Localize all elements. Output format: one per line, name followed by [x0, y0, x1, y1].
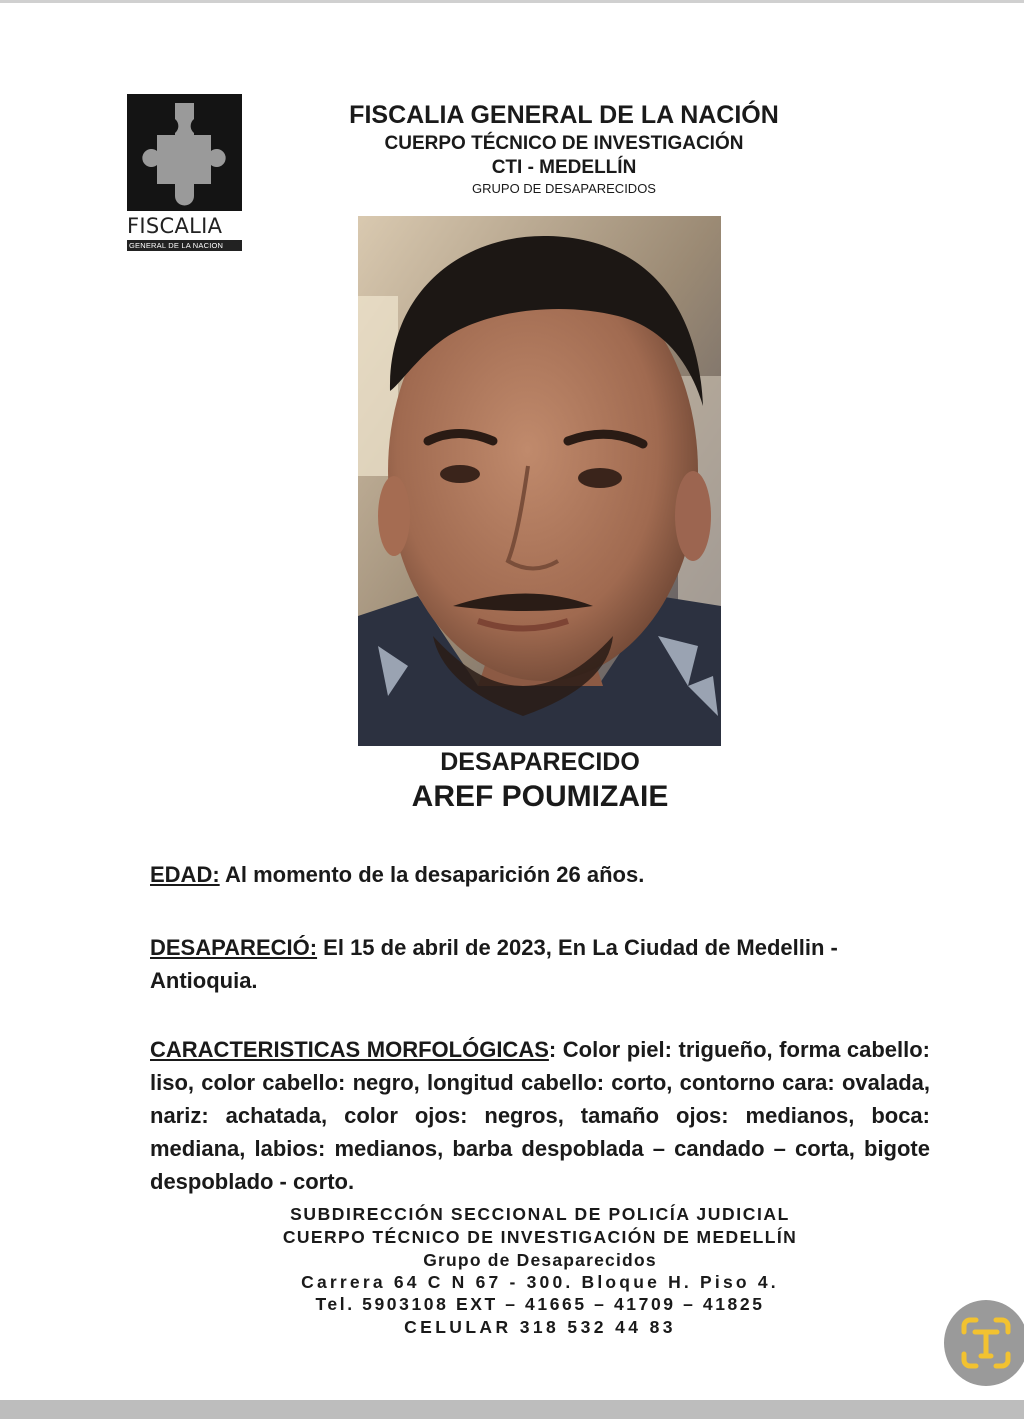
person-name: AREF POUMIZAIE — [411, 780, 669, 813]
header-subtitle: CUERPO TÉCNICO DE INVESTIGACIÓN — [384, 133, 744, 154]
characteristics-field — [150, 1033, 930, 1198]
disappearance-label: DESAPARECIÓ: — [150, 935, 318, 960]
logo-subtitle: GENERAL DE LA NACION — [127, 240, 242, 251]
characteristics-label: CARACTERISTICAS MORFOLÓGICAS — [150, 1037, 549, 1062]
logo-wordmark: FISCALIA — [127, 214, 223, 238]
text-scan-icon — [944, 1300, 1024, 1386]
header-group: GRUPO DE DESAPARECIDOS — [472, 181, 656, 196]
missing-person-photo — [358, 216, 721, 746]
footer-line-1: SUBDIRECCIÓN SECCIONAL DE POLICÍA JUDICIAL — [290, 1204, 790, 1224]
footer-line-3: Grupo de Desaparecidos — [423, 1250, 657, 1270]
puzzle-piece-icon — [127, 94, 242, 211]
age-field — [150, 858, 930, 891]
status-label: DESAPARECIDO — [440, 748, 640, 776]
header-unit: CTI - MEDELLÍN — [491, 157, 637, 178]
footer-address: Carrera 64 C N 67 - 300. Bloque H. Piso 4. — [301, 1272, 779, 1292]
top-border — [0, 0, 1024, 3]
age-value: Al momento de la desaparición 26 años. — [219, 862, 645, 887]
text-scan-button[interactable] — [944, 1300, 1024, 1386]
footer-cellphone: CELULAR 318 532 44 83 — [404, 1317, 676, 1337]
fiscalia-logo — [127, 94, 242, 256]
bottom-bar — [0, 1400, 1024, 1419]
age-label: EDAD: — [150, 862, 220, 887]
characteristics-value: : Color piel: trigueño, forma cabello: liso, color cabello: negro, longitud cabello: corto, contorno cara: ovalada, nariz: achatada, color ojos: negros, tamaño ojos: medianos, boca: mediana, labios: medianos, barba despoblada – candado – corta, bigote despoblado - corto. — [150, 1037, 930, 1194]
footer-line-2: CUERPO TÉCNICO DE INVESTIGACIÓN DE MEDELLÍN — [282, 1227, 798, 1247]
footer-phone: Tel. 5903108 EXT – 41665 – 41709 – 41825 — [315, 1294, 765, 1314]
header-title: FISCALIA GENERAL DE LA NACIÓN — [349, 101, 779, 129]
disappearance-value: El 15 de abril de 2023, En La Ciudad de Medellin - Antioquia. — [150, 935, 838, 993]
disappearance-field — [150, 931, 930, 997]
